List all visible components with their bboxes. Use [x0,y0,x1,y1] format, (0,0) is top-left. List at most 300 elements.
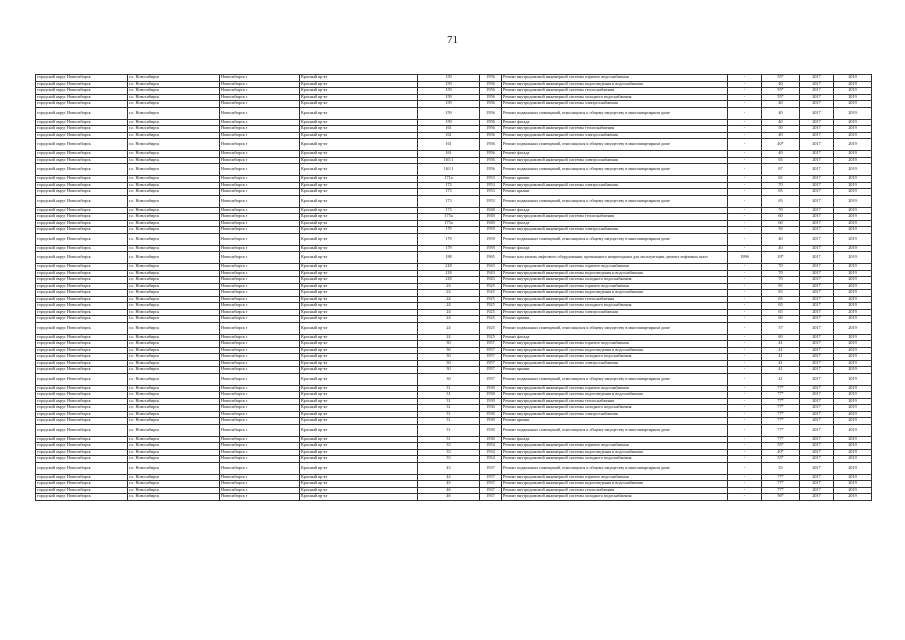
house-number-cell: 31 [418,424,480,436]
cost-cell: 77* [762,385,800,392]
city-cell: Новосибирск г [220,233,300,245]
work-type-cell: Ремонт внутридомовой инженерной системы водоотведения и водоснабжения [502,270,728,277]
end-year-cell: 2019 [834,296,872,303]
municipality-cell: городской округ Новосибирск [36,360,128,367]
street-cell: Красный пр-кт [300,139,418,151]
quantity-cell: - [728,309,762,316]
start-year-cell: 2017 [800,252,834,264]
house-number-cell: 31 [418,405,480,412]
quantity-cell: - [728,373,762,385]
start-year-cell: 2017 [800,418,834,425]
cost-cell: 60 [762,334,800,341]
municipality-cell: городской округ Новосибирск [36,487,128,494]
cost-cell: 41 [762,373,800,385]
municipality-cell: городской округ Новосибирск [36,424,128,436]
city-cell: Новосибирск г [220,101,300,108]
cost-cell: 41 [762,354,800,361]
street-cell: Красный пр-кт [300,405,418,412]
locality-type-cell: г.о. Новосибирск [128,75,220,82]
quantity-cell: - [728,494,762,501]
end-year-cell: 2019 [834,176,872,183]
year-built-cell: 1956 [480,132,502,139]
year-built-cell: 1937 [480,481,502,488]
house-number-cell: 31 [418,418,480,425]
municipality-cell: городской округ Новосибирск [36,481,128,488]
cost-cell: 77* [762,424,800,436]
city-cell: Новосибирск г [220,220,300,227]
work-type-cell: Ремонт внутридомовой инженерной системы теплоснабжения [502,398,728,405]
street-cell: Красный пр-кт [300,107,418,119]
end-year-cell: 2019 [834,462,872,474]
house-number-cell: 33 [418,456,480,463]
year-built-cell: 1957 [480,373,502,385]
locality-type-cell: г.о. Новосибирск [128,227,220,234]
year-built-cell: 1949 [480,220,502,227]
end-year-cell: 2019 [834,322,872,334]
work-type-cell: Ремонт фасада [502,436,728,443]
year-built-cell: 1925 [480,283,502,290]
house-number-cell: 24 [418,309,480,316]
table-row [36,373,872,385]
quantity-cell: - [728,334,762,341]
city-cell: Новосибирск г [220,132,300,139]
work-type-cell: Ремонт внутридомовой инженерной системы теплоснабжения [502,126,728,133]
cost-cell: 70 [762,270,800,277]
city-cell: Новосибирск г [220,94,300,101]
start-year-cell: 2017 [800,385,834,392]
work-type-cell: Ремонт внутридомовой инженерной системы водоотведения и водоснабжения [502,290,728,297]
street-cell: Красный пр-кт [300,189,418,196]
house-number-cell: 24 [418,283,480,290]
quantity-cell: - [728,481,762,488]
quantity-cell: - [728,367,762,374]
start-year-cell: 2017 [800,88,834,95]
locality-type-cell: г.о. Новосибирск [128,481,220,488]
street-cell: Красный пр-кт [300,341,418,348]
municipality-cell: городской округ Новосибирск [36,367,128,374]
locality-type-cell: г.о. Новосибирск [128,494,220,501]
street-cell: Красный пр-кт [300,443,418,450]
end-year-cell: 2019 [834,264,872,271]
quantity-cell: - [728,449,762,456]
end-year-cell: 2019 [834,443,872,450]
quantity-cell: - [728,195,762,207]
table-row [36,233,872,245]
year-built-cell: 1956 [480,101,502,108]
house-number-cell: 46 [418,487,480,494]
year-built-cell: 1925 [480,303,502,310]
start-year-cell: 2017 [800,220,834,227]
municipality-cell: городской округ Новосибирск [36,139,128,151]
start-year-cell: 2017 [800,139,834,151]
start-year-cell: 2017 [800,456,834,463]
city-cell: Новосибирск г [220,126,300,133]
street-cell: Красный пр-кт [300,176,418,183]
work-type-cell: Ремонт внутридомовой инженерной системы водоотведения и водоснабжения [502,449,728,456]
municipality-cell: городской округ Новосибирск [36,322,128,334]
locality-type-cell: г.о. Новосибирск [128,303,220,310]
cost-cell: 57 [762,322,800,334]
start-year-cell: 2017 [800,462,834,474]
year-built-cell: 1956 [480,164,502,176]
municipality-cell: городской округ Новосибирск [36,157,128,164]
locality-type-cell: г.о. Новосибирск [128,119,220,126]
municipality-cell: городской округ Новосибирск [36,436,128,443]
city-cell: Новосибирск г [220,189,300,196]
work-type-cell: Ремонт внутридомовой инженерной системы электроснабжения [502,360,728,367]
end-year-cell: 2019 [834,139,872,151]
city-cell: Новосибирск г [220,443,300,450]
year-built-cell: 1956 [480,94,502,101]
work-type-cell: Ремонт подвальных помещений, относящихся к общему имуществу в многоквартирном доме [502,164,728,176]
house-number-cell: 45 [418,481,480,488]
quantity-cell: - [728,487,762,494]
city-cell: Новосибирск г [220,385,300,392]
year-built-cell: 1937 [480,494,502,501]
cost-cell: 65 [762,290,800,297]
end-year-cell: 2019 [834,481,872,488]
work-type-cell: Ремонт внутридомовой инженерной системы водоотведения и водоснабжения [502,347,728,354]
house-number-cell: 175а [418,214,480,221]
house-number-cell: 31 [418,436,480,443]
work-type-cell: Ремонт крыши [502,189,728,196]
year-built-cell: 1957 [480,354,502,361]
start-year-cell: 2017 [800,176,834,183]
year-built-cell: 1937 [480,462,502,474]
municipality-cell: городской округ Новосибирск [36,75,128,82]
start-year-cell: 2017 [800,227,834,234]
quantity-cell: - [728,94,762,101]
start-year-cell: 2017 [800,436,834,443]
municipality-cell: городской округ Новосибирск [36,283,128,290]
table-row [36,139,872,151]
end-year-cell: 2019 [834,385,872,392]
year-built-cell: 1925 [480,316,502,323]
city-cell: Новосибирск г [220,277,300,284]
table-row [36,195,872,207]
quantity-cell: - [728,270,762,277]
locality-type-cell: г.о. Новосибирск [128,354,220,361]
cost-cell: 55* [762,75,800,82]
locality-type-cell: г.о. Новосибирск [128,277,220,284]
street-cell: Красный пр-кт [300,270,418,277]
quantity-cell: - [728,126,762,133]
quantity-cell: - [728,405,762,412]
municipality-cell: городской округ Новосибирск [36,316,128,323]
city-cell: Новосибирск г [220,214,300,221]
street-cell: Красный пр-кт [300,220,418,227]
municipality-cell: городской округ Новосибирск [36,151,128,158]
city-cell: Новосибирск г [220,151,300,158]
quantity-cell: - [728,132,762,139]
year-built-cell: 1925 [480,334,502,341]
locality-type-cell: г.о. Новосибирск [128,418,220,425]
street-cell: Красный пр-кт [300,207,418,214]
cost-cell: 40 [762,233,800,245]
work-type-cell: Ремонт внутридомовой инженерной системы электроснабжения [502,309,728,316]
work-type-cell: Ремонт подвальных помещений, относящихся к общему имуществу в многоквартирном доме [502,107,728,119]
city-cell: Новосибирск г [220,392,300,399]
city-cell: Новосибирск г [220,164,300,176]
municipality-cell: городской округ Новосибирск [36,303,128,310]
street-cell: Красный пр-кт [300,322,418,334]
quantity-cell: - [728,354,762,361]
start-year-cell: 2017 [800,443,834,450]
municipality-cell: городской округ Новосибирск [36,252,128,264]
work-type-cell: Ремонт внутридомовой инженерной системы теплоснабжения [502,88,728,95]
cost-cell: 40* [762,139,800,151]
street-cell: Красный пр-кт [300,494,418,501]
works-table [35,74,872,501]
street-cell: Красный пр-кт [300,347,418,354]
end-year-cell: 2019 [834,418,872,425]
year-built-cell: 1953 [480,176,502,183]
street-cell: Красный пр-кт [300,373,418,385]
street-cell: Красный пр-кт [300,487,418,494]
house-number-cell: 173 [418,189,480,196]
city-cell: Новосибирск г [220,119,300,126]
start-year-cell: 2017 [800,347,834,354]
street-cell: Красный пр-кт [300,456,418,463]
cost-cell: 40* [762,449,800,456]
house-number-cell: 171а [418,176,480,183]
cost-cell: 77* [762,405,800,412]
city-cell: Новосибирск г [220,157,300,164]
cost-cell: 77* [762,392,800,399]
city-cell: Новосибирск г [220,88,300,95]
city-cell: Новосибирск г [220,296,300,303]
city-cell: Новосибирск г [220,334,300,341]
locality-type-cell: г.о. Новосибирск [128,264,220,271]
quantity-cell: - [728,207,762,214]
start-year-cell: 2017 [800,264,834,271]
quantity-cell: - [728,436,762,443]
end-year-cell: 2019 [834,270,872,277]
municipality-cell: городской округ Новосибирск [36,126,128,133]
house-number-cell: 161/1 [418,157,480,164]
locality-type-cell: г.о. Новосибирск [128,220,220,227]
end-year-cell: 2019 [834,334,872,341]
end-year-cell: 2019 [834,474,872,481]
work-type-cell: Ремонт фасада [502,119,728,126]
start-year-cell: 2017 [800,94,834,101]
year-built-cell: 1965 [480,252,502,264]
house-number-cell: 30 [418,341,480,348]
cost-cell: 29* [762,252,800,264]
end-year-cell: 2019 [834,283,872,290]
quantity-cell: - [728,290,762,297]
start-year-cell: 2017 [800,283,834,290]
locality-type-cell: г.о. Новосибирск [128,462,220,474]
city-cell: Новосибирск г [220,252,300,264]
start-year-cell: 2017 [800,322,834,334]
year-built-cell: 1953 [480,189,502,196]
house-number-cell: 33 [418,449,480,456]
start-year-cell: 2017 [800,233,834,245]
municipality-cell: городской округ Новосибирск [36,398,128,405]
city-cell: Новосибирск г [220,322,300,334]
house-number-cell: 24 [418,334,480,341]
year-built-cell: 1956 [480,107,502,119]
table-row [36,322,872,334]
work-type-cell: Ремонт внутридомовой инженерной системы горячего водоснабжения [502,443,728,450]
house-number-cell: 46 [418,494,480,501]
start-year-cell: 2017 [800,309,834,316]
year-built-cell: 1956 [480,75,502,82]
start-year-cell: 2017 [800,107,834,119]
municipality-cell: городской округ Новосибирск [36,443,128,450]
street-cell: Красный пр-кт [300,151,418,158]
start-year-cell: 2017 [800,164,834,176]
city-cell: Новосибирск г [220,405,300,412]
city-cell: Новосибирск г [220,283,300,290]
work-type-cell: Ремонт внутридомовой инженерной системы холодного водоснабжения [502,277,728,284]
year-built-cell: 1930 [480,436,502,443]
city-cell: Новосибирск г [220,182,300,189]
quantity-cell: 1996 [728,252,762,264]
start-year-cell: 2017 [800,270,834,277]
locality-type-cell: г.о. Новосибирск [128,207,220,214]
table-row [36,462,872,474]
work-type-cell: Ремонт подвальных помещений, относящихся к общему имуществу в многоквартирном доме [502,462,728,474]
city-cell: Новосибирск г [220,303,300,310]
cost-cell: 40 [762,101,800,108]
quantity-cell: - [728,245,762,252]
end-year-cell: 2019 [834,107,872,119]
street-cell: Красный пр-кт [300,214,418,221]
quantity-cell: - [728,101,762,108]
locality-type-cell: г.о. Новосибирск [128,347,220,354]
year-built-cell: 1925 [480,309,502,316]
house-number-cell: 43 [418,462,480,474]
work-type-cell: Ремонт внутридомовой инженерной системы электроснабжения [502,411,728,418]
quantity-cell: - [728,164,762,176]
street-cell: Красный пр-кт [300,195,418,207]
street-cell: Красный пр-кт [300,164,418,176]
city-cell: Новосибирск г [220,354,300,361]
city-cell: Новосибирск г [220,481,300,488]
city-cell: Новосибирск г [220,309,300,316]
municipality-cell: городской округ Новосибирск [36,119,128,126]
year-built-cell: 1930 [480,405,502,412]
municipality-cell: городской округ Новосибирск [36,474,128,481]
locality-type-cell: г.о. Новосибирск [128,81,220,88]
street-cell: Красный пр-кт [300,157,418,164]
end-year-cell: 2019 [834,207,872,214]
year-built-cell: 1956 [480,88,502,95]
locality-type-cell: г.о. Новосибирск [128,411,220,418]
quantity-cell: - [728,107,762,119]
year-built-cell: 1957 [480,347,502,354]
cost-cell: 65 [762,296,800,303]
quantity-cell: - [728,81,762,88]
locality-type-cell: г.о. Новосибирск [128,182,220,189]
cost-cell: 41 [762,341,800,348]
work-type-cell: Ремонт фасада [502,245,728,252]
city-cell: Новосибирск г [220,270,300,277]
locality-type-cell: г.о. Новосибирск [128,424,220,436]
municipality-cell: городской округ Новосибирск [36,347,128,354]
street-cell: Красный пр-кт [300,296,418,303]
cost-cell: 77* [762,487,800,494]
municipality-cell: городской округ Новосибирск [36,101,128,108]
quantity-cell: - [728,296,762,303]
cost-cell: 41 [762,347,800,354]
street-cell: Красный пр-кт [300,126,418,133]
house-number-cell: 159 [418,88,480,95]
city-cell: Новосибирск г [220,245,300,252]
quantity-cell: - [728,316,762,323]
street-cell: Красный пр-кт [300,88,418,95]
start-year-cell: 2017 [800,449,834,456]
end-year-cell: 2019 [834,303,872,310]
house-number-cell: 188 [418,252,480,264]
locality-type-cell: г.о. Новосибирск [128,487,220,494]
quantity-cell: - [728,360,762,367]
cost-cell: 65 [762,303,800,310]
year-built-cell: 1956 [480,157,502,164]
table-row [36,424,872,436]
street-cell: Красный пр-кт [300,334,418,341]
cost-cell: 70 [762,277,800,284]
year-built-cell: 1956 [480,151,502,158]
cost-cell: 77* [762,474,800,481]
quantity-cell: - [728,220,762,227]
start-year-cell: 2017 [800,277,834,284]
start-year-cell: 2017 [800,214,834,221]
end-year-cell: 2019 [834,182,872,189]
city-cell: Новосибирск г [220,487,300,494]
quantity-cell: - [728,189,762,196]
municipality-cell: городской округ Новосибирск [36,189,128,196]
end-year-cell: 2019 [834,119,872,126]
house-number-cell: 30 [418,373,480,385]
end-year-cell: 2019 [834,220,872,227]
locality-type-cell: г.о. Новосибирск [128,456,220,463]
start-year-cell: 2017 [800,474,834,481]
end-year-cell: 2019 [834,487,872,494]
start-year-cell: 2017 [800,195,834,207]
cost-cell: 40 [762,119,800,126]
end-year-cell: 2019 [834,405,872,412]
cost-cell: 65 [762,195,800,207]
work-type-cell: Ремонт внутридомовой инженерной системы холодного водоснабжения [502,354,728,361]
cost-cell: 65 [762,176,800,183]
end-year-cell: 2019 [834,157,872,164]
cost-cell: 40 [762,245,800,252]
house-number-cell: 30 [418,347,480,354]
quantity-cell: - [728,151,762,158]
quantity-cell: - [728,418,762,425]
work-type-cell: Ремонт внутридомовой инженерной системы теплоснабжения [502,214,728,221]
quantity-cell: - [728,119,762,126]
locality-type-cell: г.о. Новосибирск [128,189,220,196]
municipality-cell: городской округ Новосибирск [36,132,128,139]
house-number-cell: 31 [418,392,480,399]
year-built-cell: 1930 [480,424,502,436]
year-built-cell: 1948 [480,207,502,214]
work-type-cell: Ремонт подвальных помещений, относящихся к общему имуществу в многоквартирном доме [502,233,728,245]
year-built-cell: 1943 [480,277,502,284]
year-built-cell: 1953 [480,182,502,189]
municipality-cell: городской округ Новосибирск [36,494,128,501]
street-cell: Красный пр-кт [300,481,418,488]
year-built-cell: 1954 [480,449,502,456]
work-type-cell: Ремонт подвальных помещений, относящихся к общему имуществу в многоквартирном доме [502,373,728,385]
year-built-cell: 1953 [480,195,502,207]
municipality-cell: городской округ Новосибирск [36,207,128,214]
municipality-cell: городской округ Новосибирск [36,405,128,412]
